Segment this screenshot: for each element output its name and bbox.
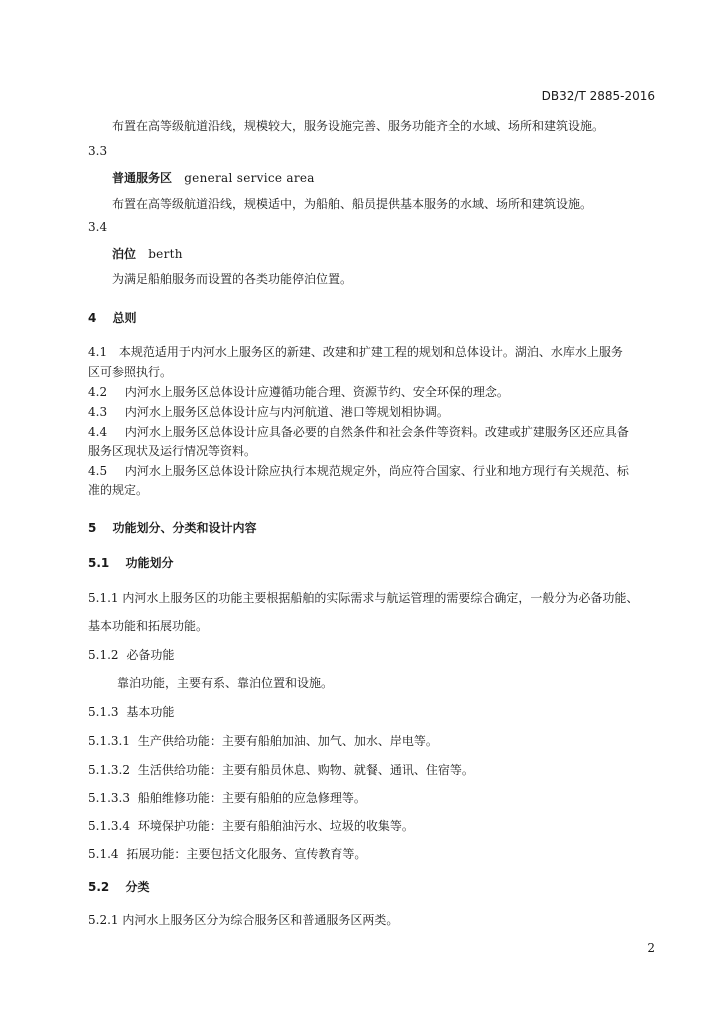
- clause-number: 5.1.4: [88, 847, 119, 861]
- clause-text: 内河水上服务区总体设计除应执行本规范规定外，尚应符合国家、行业和地方现行有关规范、标: [124, 464, 629, 478]
- clause-text: 5.2.1 内河水上服务区分为综合服务区和普通服务区两类。: [88, 913, 399, 927]
- clause-number: 5.1.3: [88, 705, 119, 719]
- clause-number: 4.2: [88, 385, 108, 399]
- clause-text: 船舶维修功能：主要有船舶的应急修理等。: [137, 791, 366, 805]
- section-heading: [88, 520, 257, 536]
- clause-number: 5.1.2: [88, 648, 119, 662]
- clause-text: 生活供给功能：主要有船员休息、购物、就餐、通讯、住宿等。: [137, 763, 474, 777]
- document-code: DB32/T 2885-2016: [541, 89, 655, 103]
- clause-text: 内河水上服务区总体设计应与内河航道、港口等规划相协调。: [124, 405, 449, 419]
- term-english: general service area: [184, 171, 315, 185]
- subsection-heading: [88, 555, 173, 571]
- clause-5-1-4: [88, 846, 366, 862]
- definition-text: 为满足船舶服务而设置的各类功能停泊位置。: [112, 272, 353, 286]
- clause-4-5: [88, 463, 629, 479]
- clause-text: 拓展功能：主要包括文化服务、宣传教育等。: [126, 847, 367, 861]
- section-number: 4: [88, 311, 97, 325]
- clause-number: 5.1.3.3: [88, 791, 130, 805]
- clause-number: 4.4: [88, 425, 108, 439]
- clause-title: 必备功能: [126, 648, 175, 662]
- clause-5-1-3-4: [88, 818, 414, 834]
- clause-number: 3.4: [88, 220, 108, 234]
- clause-5-1-2: [88, 647, 174, 663]
- clause-text: 5.1.1 内河水上服务区的功能主要根据船舶的实际需求与航运管理的需要综合确定，一般分为必备功能、: [88, 591, 639, 605]
- clause-number: 4.3: [88, 405, 108, 419]
- section-number: 5: [88, 521, 97, 535]
- clause-number: 4.5: [88, 464, 108, 478]
- clause-4-1: [88, 344, 623, 360]
- clause-number: 5.1.3.1: [88, 734, 130, 748]
- clause-5-1-3-1: [88, 733, 438, 749]
- section-heading: [88, 310, 137, 326]
- clause-number: 3.3: [88, 144, 108, 158]
- clause-5-1-3-2: [88, 762, 474, 778]
- clause-text: 区可参照执行。: [88, 365, 173, 379]
- page-number: 2: [647, 941, 655, 955]
- clause-text: 本规范适用于内河水上服务区的新建、改建和扩建工程的规划和总体设计。湖泊、水库水上服务: [118, 345, 623, 359]
- section-title: 总则: [112, 311, 137, 325]
- clause-5-1-3: [88, 704, 174, 720]
- clause-text: 生产供给功能：主要有船舶加油、加气、加水、岸电等。: [137, 734, 438, 748]
- clause-text: 服务区现状及运行情况等资料。: [88, 444, 257, 458]
- section-title: 功能划分、分类和设计内容: [112, 521, 257, 535]
- clause-4-3: [88, 404, 449, 420]
- clause-5-1-3-3: [88, 790, 366, 806]
- clause-number: 5.1.3.2: [88, 763, 130, 777]
- clause-4-2: [88, 384, 509, 400]
- subsection-number: 5.1: [88, 556, 110, 570]
- clause-title: 基本功能: [126, 705, 175, 719]
- term-english: berth: [148, 247, 183, 261]
- subsection-title: 功能划分: [125, 556, 174, 570]
- subsection-number: 5.2: [88, 880, 110, 894]
- term-title: [112, 246, 183, 262]
- subsection-heading: [88, 879, 149, 895]
- clause-text: 靠泊功能，主要有系、靠泊位置和设施。: [117, 676, 334, 690]
- term-name: 泊位: [112, 247, 137, 261]
- clause-text: 基本功能和拓展功能。: [88, 619, 209, 633]
- definition-text: 布置在高等级航道沿线，规模适中，为船舶、船员提供基本服务的水域、场所和建筑设施。: [112, 197, 593, 211]
- clause-text: 内河水上服务区总体设计应遵循功能合理、资源节约、安全环保的理念。: [124, 385, 509, 399]
- clause-number: 5.1.3.4: [88, 819, 130, 833]
- clause-text: 准的规定。: [88, 483, 149, 497]
- term-name: 普通服务区: [112, 171, 173, 185]
- clause-number: 4.1: [88, 345, 108, 359]
- clause-text: 内河水上服务区总体设计应具备必要的自然条件和社会条件等资料。改建或扩建服务区还应具备: [124, 425, 629, 439]
- subsection-title: 分类: [125, 880, 150, 894]
- clause-text: 环境保护功能：主要有船舶油污水、垃圾的收集等。: [137, 819, 414, 833]
- definition-text: 布置在高等级航道沿线，规模较大，服务设施完善、服务功能齐全的水域、场所和建筑设施。: [112, 119, 605, 133]
- clause-4-4: [88, 424, 629, 440]
- term-title: [112, 170, 315, 186]
